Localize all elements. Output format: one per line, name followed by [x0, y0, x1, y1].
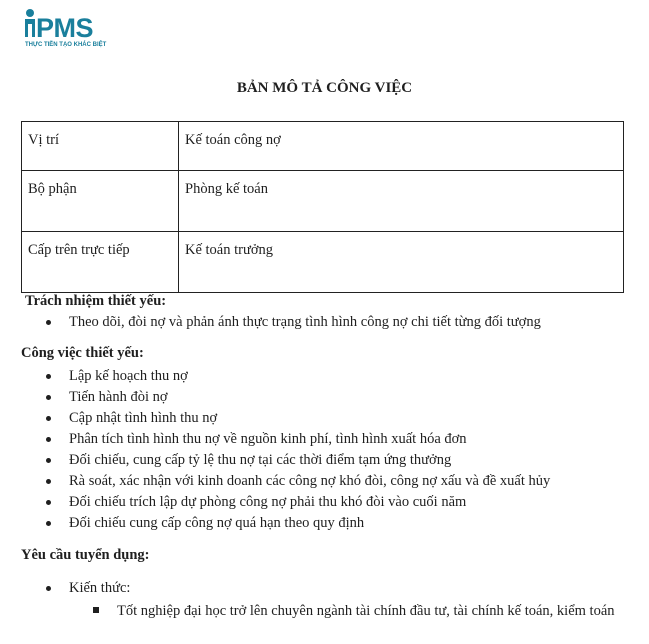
responsibilities-heading: Trách nhiệm thiết yếu:	[25, 293, 167, 309]
list-item: Phân tích tình hình thu nợ về nguồn kinh phí, tình hình xuất hóa đơn	[21, 429, 550, 450]
bullet-icon	[46, 586, 51, 591]
list-item: Tiến hành đòi nợ	[21, 387, 550, 408]
list-item: Đối chiếu cung cấp công nợ quá hạn theo quy định	[21, 513, 550, 534]
knowledge-item: Tốt nghiệp đại học trở lên chuyên ngành tài chính đầu tư, tài chính kế toán, kiểm toán	[117, 603, 615, 619]
table-row	[22, 232, 624, 293]
responsibilities-list	[21, 312, 541, 333]
company-logo	[22, 6, 122, 50]
knowledge-label: Kiến thức:	[69, 580, 131, 596]
list-item: Theo dõi, đòi nợ và phản ánh thực trạng tình hình công nợ chi tiết từng đối tượng	[21, 312, 541, 333]
page-title: BẢN MÔ TẢ CÔNG VIỆC	[236, 80, 413, 96]
logo-tagline: THỰC TIỄN TẠO KHÁC BIỆT	[25, 42, 107, 48]
square-bullet-icon	[93, 607, 99, 613]
info-label: Bộ phận	[22, 171, 179, 232]
list-item: Đối chiếu, cung cấp tỷ lệ thu nợ tại các thời điểm tạm ứng thưởng	[21, 450, 550, 471]
list-item: Đối chiếu trích lập dự phòng công nợ phải thu khó đòi vào cuối năm	[21, 492, 550, 513]
table-row	[22, 171, 624, 232]
info-value: Kế toán trưởng	[179, 232, 624, 293]
info-value: Phòng kế toán	[179, 171, 624, 232]
info-value: Kế toán công nợ	[179, 122, 624, 171]
list-item: Lập kế hoạch thu nợ	[21, 366, 550, 387]
logo-wordmark: PMS	[36, 13, 94, 43]
duties-list	[21, 366, 550, 534]
table-row	[22, 122, 624, 171]
info-label: Vị trí	[22, 122, 179, 171]
duties-heading: Công việc thiết yếu:	[21, 345, 144, 361]
info-label: Cấp trên trực tiếp	[22, 232, 179, 293]
list-item: Cập nhật tình hình thu nợ	[21, 408, 550, 429]
requirements-heading: Yêu cầu tuyển dụng:	[21, 547, 150, 563]
list-item: Rà soát, xác nhận với kinh doanh các công nợ khó đòi, công nợ xấu và đề xuất hủy	[21, 471, 550, 492]
job-info-table	[21, 121, 624, 293]
